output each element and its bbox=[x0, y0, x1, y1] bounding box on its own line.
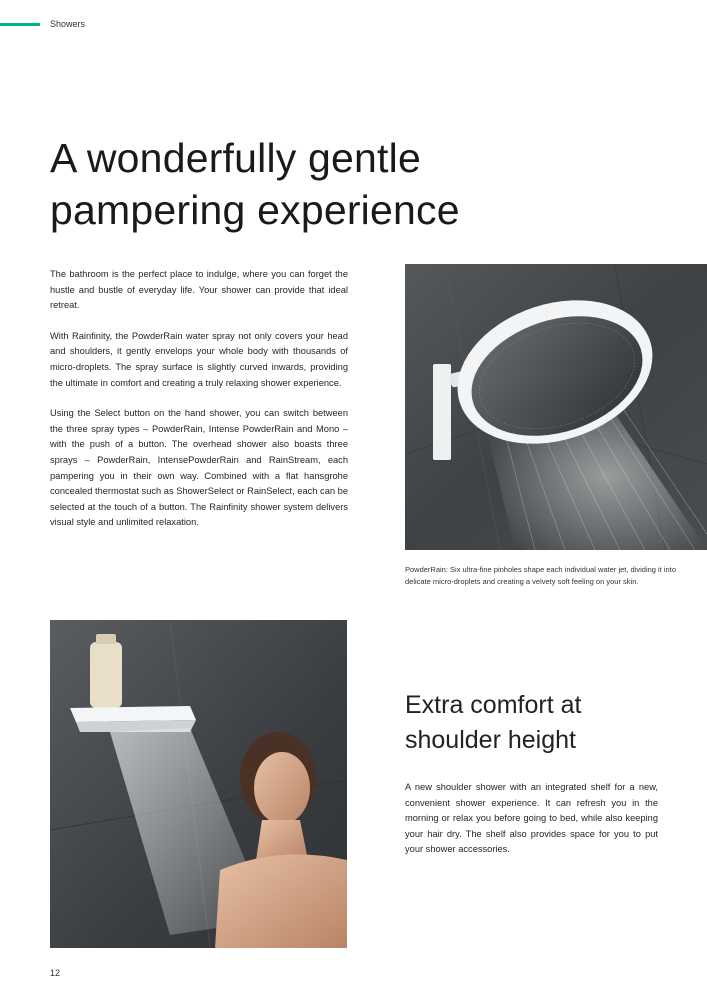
section-2-title-line-1: Extra comfort at bbox=[405, 691, 582, 719]
intro-paragraph: The bathroom is the perfect place to indulge, where you can forget the hustle and bustle of everyday life. Your shower can provide that ideal retreat. bbox=[50, 269, 348, 311]
intro-text bbox=[50, 267, 348, 546]
accent-bar bbox=[0, 23, 40, 26]
section-2-body: A new shoulder shower with an integrated shelf for a new, convenient shower experience. It can refresh you in the morning or relax you before going to bed, while also keeping your hair dry. The shelf also provides space for you to put your shower accessories. bbox=[405, 782, 658, 855]
headline-line-2: pampering experience bbox=[50, 187, 460, 233]
headline-line-1: A wonderfully gentle bbox=[50, 135, 421, 181]
page-headline bbox=[50, 132, 570, 236]
intro-paragraph: Using the Select button on the hand shower, you can switch between the three spray types – PowderRain, Intense PowderRain and Mono – with the push of a button. The overhead shower also boasts three sprays – PowderRain, IntensePowderRain and RainStream, each pampering you in their own way. Combined with a flat hansgrohe concealed thermostat such as ShowerSelect or RainSelect, each can be selected at the touch of a button. The Rainfinity shower system delivers visual style and unlimited relaxation. bbox=[50, 408, 348, 528]
intro-paragraph: With Rainfinity, the PowderRain water spray not only covers your head and shoulders, it gently envelops your whole body with thousands of micro-droplets. The spray surface is slightly curved inwards, providing the ultimate in comfort and creating a truly relaxing shower experience. bbox=[50, 330, 348, 388]
shoulder-shower-photo bbox=[50, 620, 347, 948]
section-2-title bbox=[405, 688, 665, 758]
overhead-shower-photo bbox=[405, 264, 707, 550]
page-number: 12 bbox=[50, 968, 61, 978]
photo-caption: PowderRain: Six ultra-fine pinholes shape each individual water jet, dividing it into delicate micro-droplets and creating a velvety soft feeling on your skin. bbox=[405, 565, 676, 586]
section-2-title-line-2: shoulder height bbox=[405, 726, 576, 754]
section-label: Showers bbox=[50, 19, 86, 29]
